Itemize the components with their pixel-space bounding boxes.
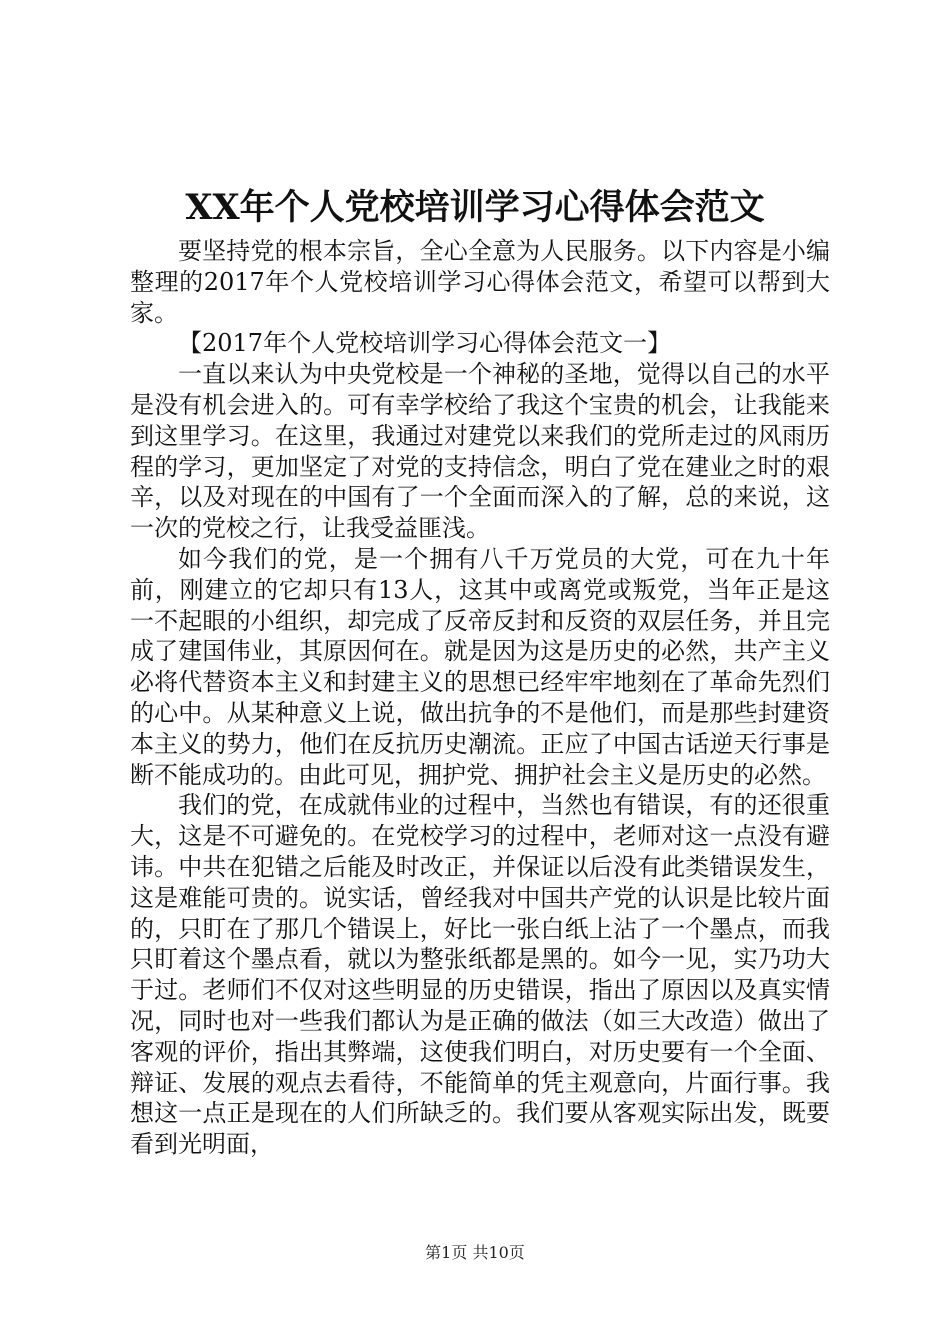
paragraph-2: 如今我们的党，是一个拥有八千万党员的大党，可在九十年前，刚建立的它却只有13人，这其中或离党或叛党，当年正是这一不起眼的小组织，却完成了反帝反封和反资的双层任务，并且完成了建国伟业，其原因何在。就是因为这是历史的必然，共产主义必将代替资本主义和封建主义的思想已经牢牢地刻在了革命先烈们的心中。从某种意义上说，做出抗争的不是他们，而是那些封建资本主义的势力，他们在反抗历史潮流。正应了中国古话逆天行事是断不能成功的。由此可见，拥护党、拥护社会主义是历史的必然。 [130, 544, 830, 789]
paragraph-intro: 要坚持党的根本宗旨，全心全意为人民服务。以下内容是小编整理的2017年个人党校培训学习心得体会范文，希望可以帮到大家。 [130, 237, 830, 327]
document-body [130, 236, 830, 1160]
section-heading: 【2017年个人党校培训学习心得体会范文一】 [178, 329, 672, 358]
paragraph-1: 一直以来认为中央党校是一个神秘的圣地，觉得以自己的水平是没有机会进入的。可有幸学校给了我这个宝贵的机会，让我能来到这里学习。在这里，我通过对建党以来我们的党所走过的风雨历程的学习，更加坚定了对党的支持信念，明白了党在建业之时的艰辛，以及对现在的中国有了一个全面而深入的了解，总的来说，这一次的党校之行，让我受益匪浅。 [130, 360, 830, 543]
document-title: XX年个人党校培训学习心得体会范文 [185, 187, 765, 228]
page-footer: 第1页 共10页 [425, 1243, 525, 1262]
paragraph-3: 我们的党，在成就伟业的过程中，当然也有错误，有的还很重大，这是不可避免的。在党校学习的过程中，老师对这一点没有避讳。中共在犯错之后能及时改正，并保证以后没有此类错误发生，这是难能可贵的。说实话，曾经我对中国共产党的认识是比较片面的，只盯在了那几个错误上，好比一张白纸上沾了一个墨点，而我只盯着这个墨点看，就以为整张纸都是黑的。如今一见，实乃功大于过。老师们不仅对这些明显的历史错误，指出了原因以及真实情况，同时也对一些我们都认为是正确的做法（如三大改造）做出了客观的评价，指出其弊端，这使我们明白，对历史要有一个全面、辩证、发展的观点去看待，不能简单的凭主观意向，片面行事。我想这一点正是现在的人们所缺乏的。我们要从客观实际出发，既要看到光明面， [130, 791, 830, 1159]
